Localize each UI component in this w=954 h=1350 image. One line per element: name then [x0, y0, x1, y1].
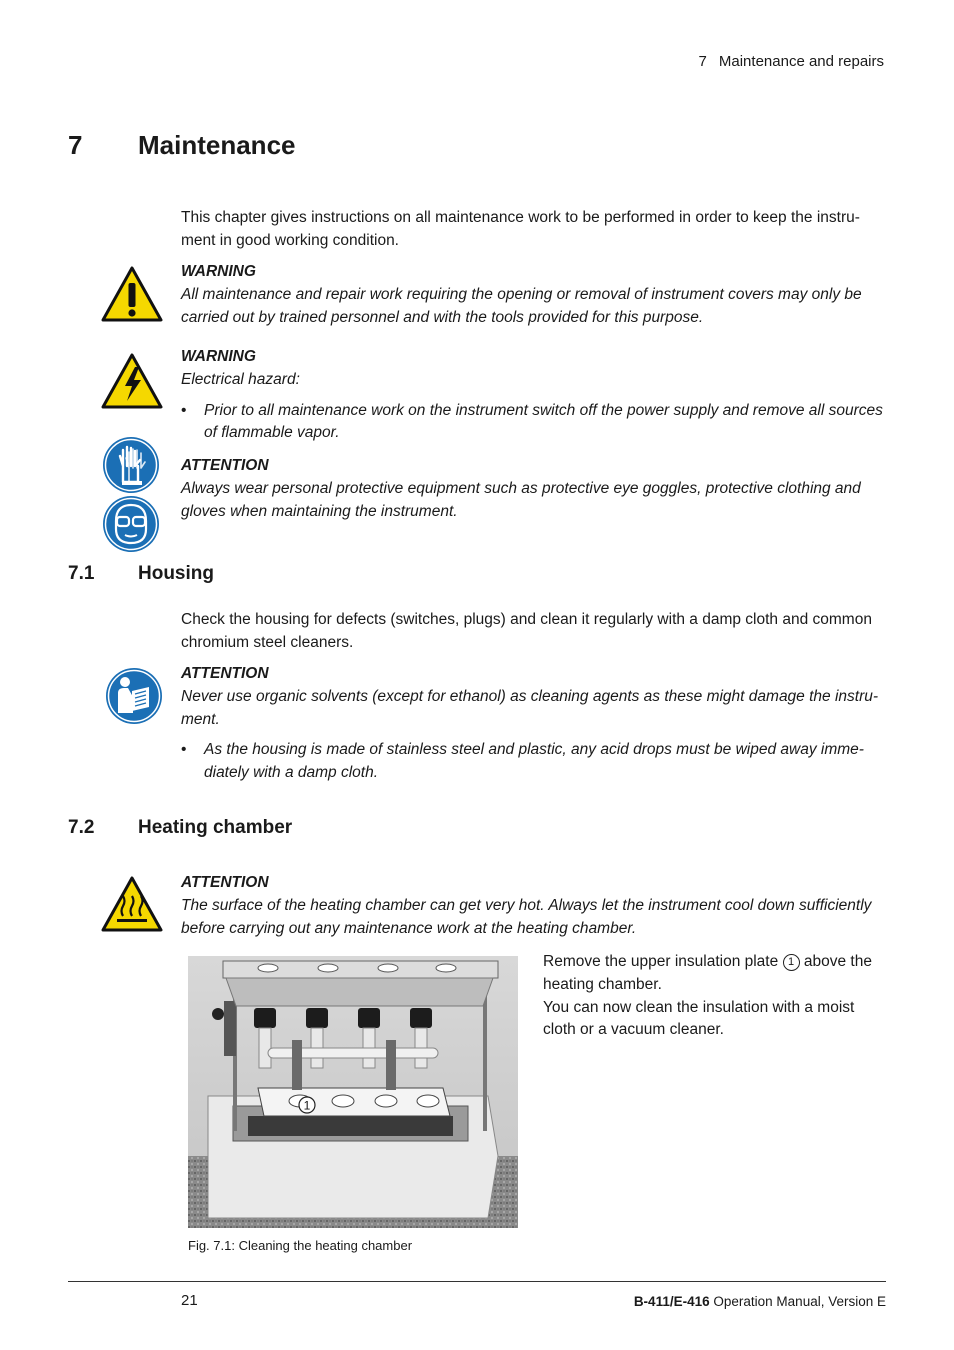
- intro-paragraph: This chapter gives instructions on all maintenance work to be performed in order to keep the instru-ment in good working condition.: [181, 209, 860, 249]
- warning-notice-1: [181, 261, 886, 329]
- instruction-line-2: You can now clean the insulation with a moist cloth or a vacuum cleaner.: [543, 998, 855, 1039]
- section-title: Heating chamber: [138, 817, 293, 838]
- instruction-line-1: [543, 951, 888, 997]
- footer-document-title: [634, 1294, 886, 1309]
- goggles-icon: [102, 495, 160, 553]
- footer-divider: [68, 1281, 886, 1282]
- chapter-title: Maintenance: [138, 130, 296, 160]
- document-version: Operation Manual, Version E: [713, 1294, 886, 1309]
- electrical-hazard-icon: [101, 353, 163, 409]
- notice-bullet: [181, 400, 886, 446]
- bullet-dot: •: [181, 401, 187, 419]
- callout-1-inline: 1: [783, 954, 800, 971]
- heating-chamber-photo: [188, 956, 518, 1228]
- notice-title: WARNING: [181, 263, 256, 280]
- section-number: 7.1: [68, 563, 95, 584]
- notice-text: Always wear personal protective equipment such as protective eye goggles, protective clothing and gloves when maintaining the instrument.: [181, 479, 861, 520]
- gloves-icon: [102, 436, 160, 494]
- bullet-text: Prior to all maintenance work on the instrument switch off the power supply and remove all sources of flammable vapor.: [204, 401, 883, 442]
- model-name: B-411/E-416: [633, 1294, 710, 1309]
- running-header: [699, 53, 884, 70]
- attention-notice-housing: [181, 663, 886, 785]
- notice-bullet: [181, 739, 886, 785]
- section-title: Housing: [138, 563, 214, 584]
- bullet-dot: •: [181, 741, 187, 759]
- header-chapter-number: 7: [698, 53, 707, 70]
- housing-paragraph: Check the housing for defects (switches, plugs) and clean it regularly with a damp cloth and common chromium steel cleaners.: [181, 611, 872, 651]
- chapter-number: 7: [68, 130, 83, 160]
- hot-surface-icon: [101, 876, 163, 932]
- attention-notice-ppe: [181, 455, 886, 523]
- warning-notice-2: [181, 346, 886, 445]
- notice-text: All maintenance and repair work requiring the opening or removal of instrument covers may only be carried out by trained personnel and with the tools provided for this purpose.: [181, 285, 862, 326]
- callout-1-label: 1: [303, 1098, 311, 1113]
- section-number: 7.2: [68, 817, 95, 838]
- bullet-text: As the housing is made of stainless steel and plastic, any acid drops must be wiped away imme-diately with a damp cloth.: [204, 741, 864, 782]
- notice-title: ATTENTION: [181, 874, 269, 891]
- notice-title: WARNING: [181, 348, 256, 365]
- notice-text: The surface of the heating chamber can get very hot. Always let the instrument cool down sufficiently before carrying out any maintenance work at the heating chamber.: [181, 896, 872, 937]
- figure-caption: Fig. 7.1: Cleaning the heating chamber: [188, 1238, 413, 1253]
- instruction-text: above the heating chamber.: [543, 953, 872, 993]
- instruction-text: Remove the upper insulation plate: [543, 953, 779, 970]
- notice-text: Never use organic solvents (except for ethanol) as cleaning agents as these might damage the instru-ment.: [181, 687, 879, 728]
- page-number: 21: [181, 1292, 198, 1309]
- header-chapter-title: Maintenance and repairs: [718, 53, 884, 70]
- notice-text: Electrical hazard:: [181, 370, 300, 388]
- notice-title: ATTENTION: [181, 457, 269, 474]
- read-manual-icon: [105, 667, 163, 725]
- heating-chamber-instructions: [543, 951, 888, 1042]
- warning-triangle-icon: [101, 266, 163, 322]
- attention-notice-heating: [181, 872, 886, 940]
- notice-title: ATTENTION: [181, 665, 269, 682]
